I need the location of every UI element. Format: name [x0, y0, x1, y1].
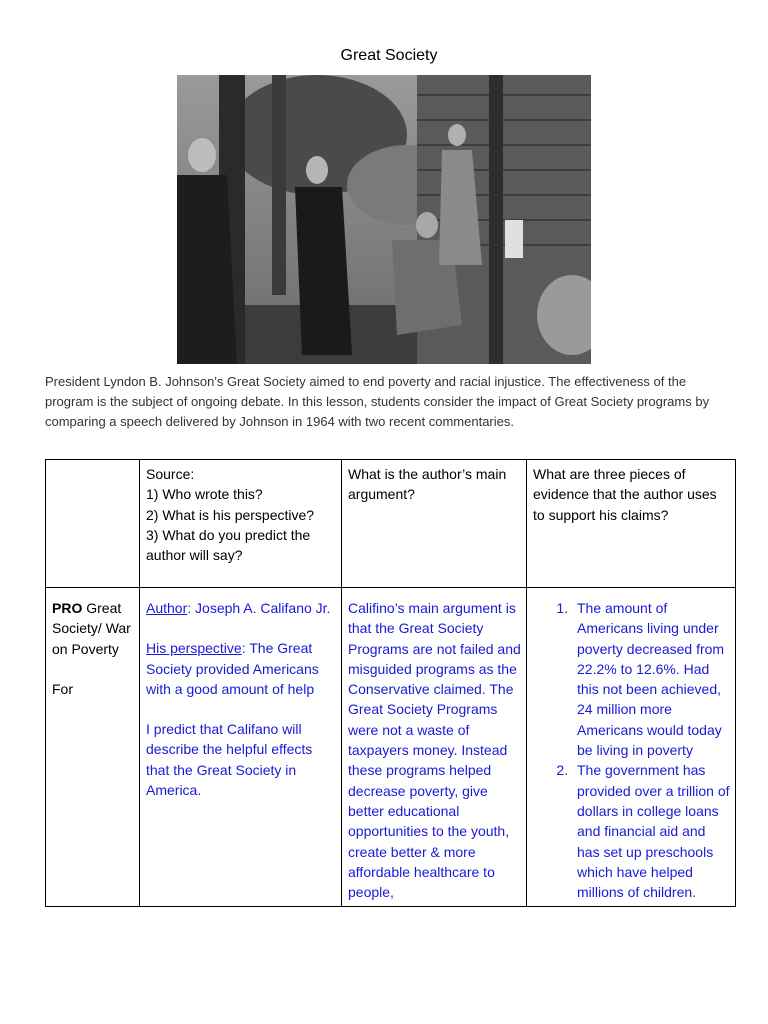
- row-label-bold: PRO: [52, 600, 83, 616]
- header-argument-cell: What is the author’s main argument?: [342, 460, 527, 588]
- prediction-text: I predict that Califano will describe the helpful effects that the Great Society in America.: [146, 721, 313, 799]
- source-answer-cell: [140, 588, 342, 907]
- author-value: : Joseph A. Califano Jr.: [187, 600, 331, 616]
- analysis-table: [45, 459, 736, 907]
- header-source-line: 2) What is his perspective?: [146, 506, 315, 523]
- header-source-line: Source:: [146, 466, 195, 482]
- header-evidence-cell: What are three pieces of evidence that the author uses to support his claims?: [527, 460, 736, 588]
- perspective-value: : The Great Society provided Americans with a good amount of help: [146, 640, 319, 697]
- row-label-for: For: [52, 680, 73, 697]
- evidence-item: 2. The government has provided over a trillion of dollars in college loans and financial aid and has set up preschools which have helped millions of children.: [572, 760, 730, 902]
- perspective-line: [146, 638, 336, 699]
- intro-paragraph: President Lyndon B. Johnson's Great Society aimed to end poverty and racial injustice. The effectiveness of the program is the subject of ongoing debate. In this lesson, students consider the impact of Great Society programs by comparing a speech delivered by Johnson in 1964 with two recent commentaries.: [45, 374, 710, 429]
- row-label: [52, 598, 134, 659]
- row-label-rest: Great Society/ War on Poverty: [52, 600, 131, 657]
- author-line: [146, 598, 336, 618]
- header-source-cell: [140, 460, 342, 588]
- header-empty-cell: [46, 460, 140, 588]
- argument-answer-cell: Califino’s main argument is that the Great Society Programs are not failed and misguided programs as the Conservative claimed. The Great Society Programs were not a waste of taxpayers money. Instead these programs helped decrease poverty, give better educational opportunities to the youth, create better & more affordable healthcare to people,: [342, 588, 527, 907]
- row-label-cell: [46, 588, 140, 907]
- page-title: Great Society: [340, 47, 438, 64]
- perspective-label: His perspective: [146, 640, 242, 657]
- pro-row: [46, 588, 736, 907]
- evidence-item: 1. The amount of Americans living under poverty decreased from 22.2% to 12.6%. Had this not been achieved, 24 million more Americans would today be living in poverty: [572, 598, 730, 760]
- evidence-list: [527, 598, 730, 902]
- author-label: Author: [146, 600, 188, 616]
- header-source-line: 3) What do you predict the author will say?: [146, 526, 311, 564]
- header-row: [46, 460, 736, 588]
- evidence-answer-cell: [527, 588, 736, 907]
- header-source-line: 1) Who wrote this?: [146, 486, 263, 503]
- photo-image: [177, 75, 591, 364]
- historical-photo: [177, 75, 591, 364]
